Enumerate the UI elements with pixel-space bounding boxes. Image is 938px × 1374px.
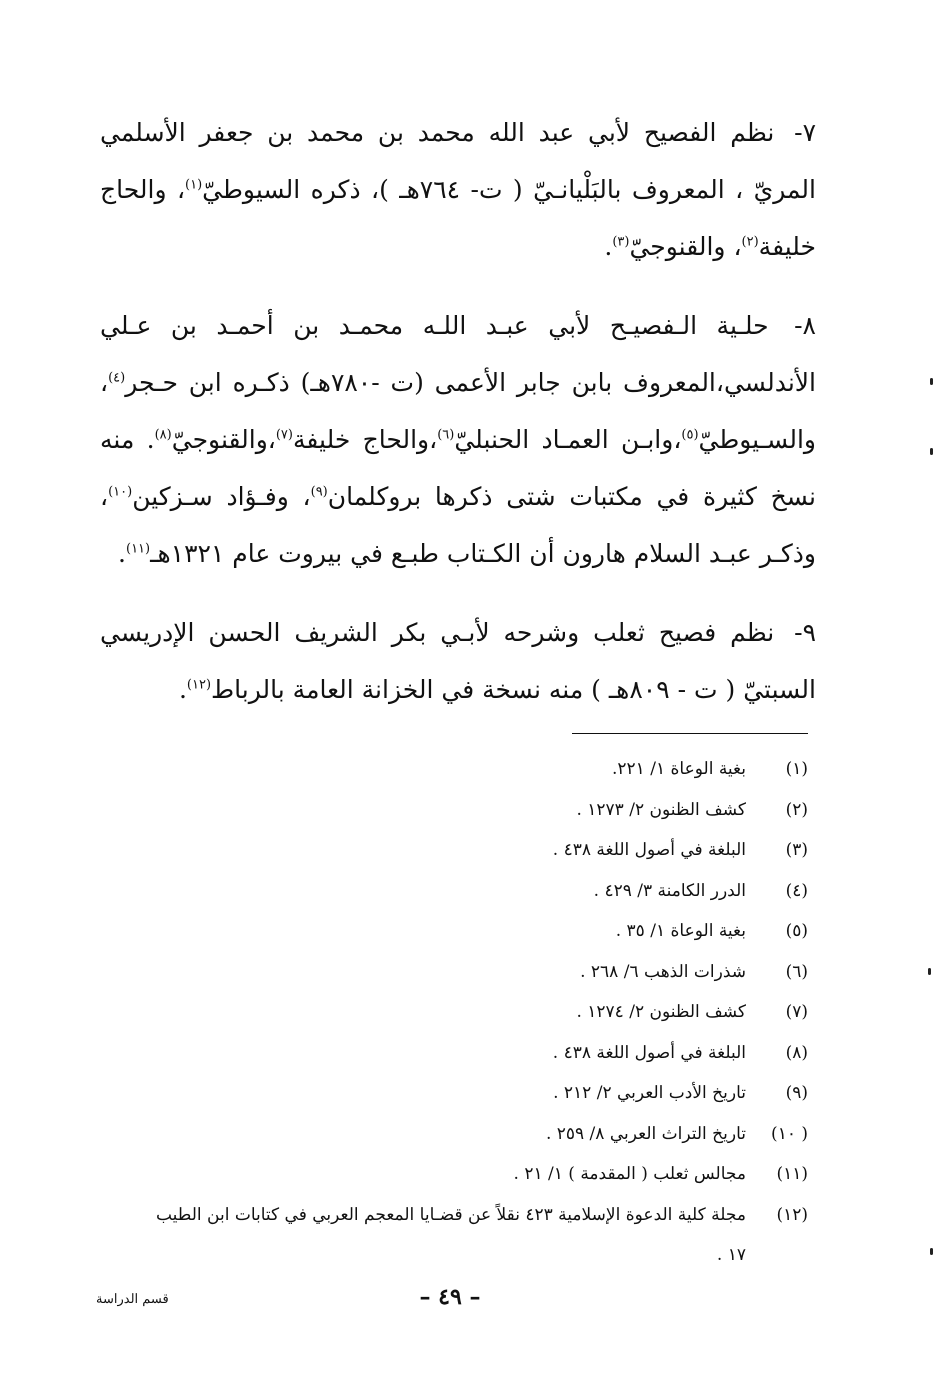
footnote-number: ( ١٠)	[771, 1123, 808, 1144]
footnotes-list	[90, 749, 808, 1276]
scan-speck	[930, 1248, 933, 1255]
footnote-item	[90, 1033, 808, 1074]
text-run: ، وذكـر عبـد السلام هارون أن الكـتاب طبـع في بيروت عام ١٣٢١هـ	[100, 482, 816, 568]
footnote-text: مجلة كلية الدعوة الإسلامية ٤٢٣ نقلاً عن قضـايا المعجم العربي في كتابات ابن الطيب	[155, 1204, 746, 1225]
paragraph-text	[100, 311, 816, 568]
footnote-item	[90, 790, 808, 831]
footnote-ref: (٦)	[437, 427, 455, 443]
footnote-number: (٢)	[785, 799, 808, 820]
footnote-item	[90, 1114, 808, 1155]
footnote-text: الدرر الكامنة ٣/ ٤٢٩ .	[593, 880, 746, 901]
text-run: ، والحاج خليفة	[100, 175, 816, 261]
footnote-number: (٧)	[785, 1002, 808, 1022]
footnote-text: مجالس ثعلب ( المقدمة ) ١/ ٢١ .	[513, 1164, 746, 1184]
footnote-item	[90, 992, 808, 1033]
footnote-text: تاريخ الأدب العربي ٢/ ٢١٢ .	[553, 1083, 746, 1103]
footnote-number: (٦)	[785, 961, 808, 982]
scan-speck	[930, 448, 933, 455]
footnote-text: كشف الظنون ٢/ ١٢٧٣ .	[576, 799, 746, 820]
footnote-ref: (٤)	[108, 370, 126, 386]
text-run: ، وفـؤاد سـزكين	[132, 482, 311, 511]
footnote-text: بغية الوعاة ١/ ٣٥ .	[615, 921, 746, 941]
text-run: ، والقنوجيّ	[629, 232, 742, 261]
scan-speck	[930, 378, 933, 385]
footnote-ref: (١٠)	[108, 484, 133, 500]
section-label: قسم الدراسة	[96, 1292, 169, 1307]
text-run: .	[178, 675, 187, 704]
paragraph-9	[100, 604, 816, 718]
footnote-ref: (٧)	[275, 427, 293, 443]
text-run: نظم فصيح ثعلب وشرحه لأبـي بكر الشريف الحسن الإدريسي السبتيّ ( ت - ٨٠٩هـ ) منه نسخة في الخزانة العامة بالرباط	[100, 618, 816, 704]
footnote-separator	[572, 733, 808, 734]
footnote-ref: (٢)	[741, 234, 759, 250]
paragraph-number: ٧-	[794, 118, 816, 147]
footnote-item	[90, 1154, 808, 1195]
footnote-item	[90, 911, 808, 952]
footnote-text: تاريخ التراث العربي ٨/ ٢٥٩ .	[545, 1123, 746, 1144]
footnote-ref: (٨)	[154, 427, 172, 443]
footnote-item	[90, 871, 808, 912]
text-run: ،والقنوجيّ	[171, 425, 276, 454]
footnote-item	[90, 830, 808, 871]
text-run: ،والحاج خليفة	[292, 425, 438, 454]
footnote-text: البلغة في أصول اللغة ٤٣٨ .	[552, 1042, 746, 1063]
paragraph-text	[100, 118, 816, 261]
text-run: حلـية الـفصيـح لأبي عبـد اللـه محمـد بن أحمـد بن عـلي الأندلسي،المعروف بابن جابر الأعمى (ت -٧٨٠هـ) ذكـره ابن حـجر	[100, 311, 816, 397]
footnote-ref: (٣)	[612, 234, 630, 250]
text-run: . منه نسخ كثيرة في مكتبات شتى ذكرها بروكلمان	[100, 425, 816, 511]
footnote-number: (٤)	[785, 880, 808, 901]
text-run: ،وابـن العمـاد الحنبليّ	[454, 425, 682, 454]
footnote-ref: (١٢)	[186, 677, 212, 693]
footnote-item	[90, 952, 808, 993]
footnote-ref: (٩)	[310, 484, 328, 500]
footnote-number: (١١)	[776, 1164, 808, 1184]
footnote-item	[90, 1073, 808, 1114]
footnote-number: (١)	[785, 759, 808, 779]
footnote-ref: (١١)	[126, 541, 151, 557]
paragraph-text	[100, 618, 816, 704]
footnote-number: (٨)	[785, 1042, 808, 1063]
footnote-item	[90, 749, 808, 790]
paragraph-8	[100, 297, 816, 582]
footnote-text: كشف الظنون ٢/ ١٢٧٤ .	[576, 1002, 746, 1022]
footnote-ref: (١)	[185, 177, 203, 193]
footnote-text: شذرات الذهب ٦/ ٢٦٨ .	[580, 961, 746, 982]
text-run: نظم الفصيح لأبي عبد الله محمد بن محمد بن جعفر الأسلمي المريّ ، المعروف بالبَلْيانـيّ ( ت- ٧٦٤هـ )، ذكره السيوطيّ	[100, 118, 816, 204]
page-number: – ٤٩ –	[419, 1284, 481, 1310]
text-run: ، والسـيوطيّ	[100, 368, 816, 454]
footnote-text: بغية الوعاة ١/ ٢٢١.	[612, 759, 746, 779]
footnote-number: (٣)	[785, 840, 808, 860]
paragraph-7	[100, 104, 816, 275]
footnote-item	[90, 1195, 808, 1236]
footnote-number: (٥)	[785, 921, 808, 941]
paragraph-number: ٨-	[794, 311, 816, 340]
footnote-number: (٩)	[785, 1083, 808, 1103]
footnote-ref: (٥)	[681, 427, 699, 443]
main-text	[100, 104, 816, 740]
text-run: .	[118, 539, 126, 568]
footnote-continuation: ١٧ .	[716, 1245, 746, 1265]
scan-speck	[928, 968, 931, 975]
text-run: .	[604, 232, 613, 261]
paragraph-number: ٩-	[794, 618, 816, 647]
footnote-text: البلغة في أصول اللغة ٤٣٨ .	[552, 840, 746, 860]
footnote-number: (١٢)	[776, 1204, 808, 1225]
